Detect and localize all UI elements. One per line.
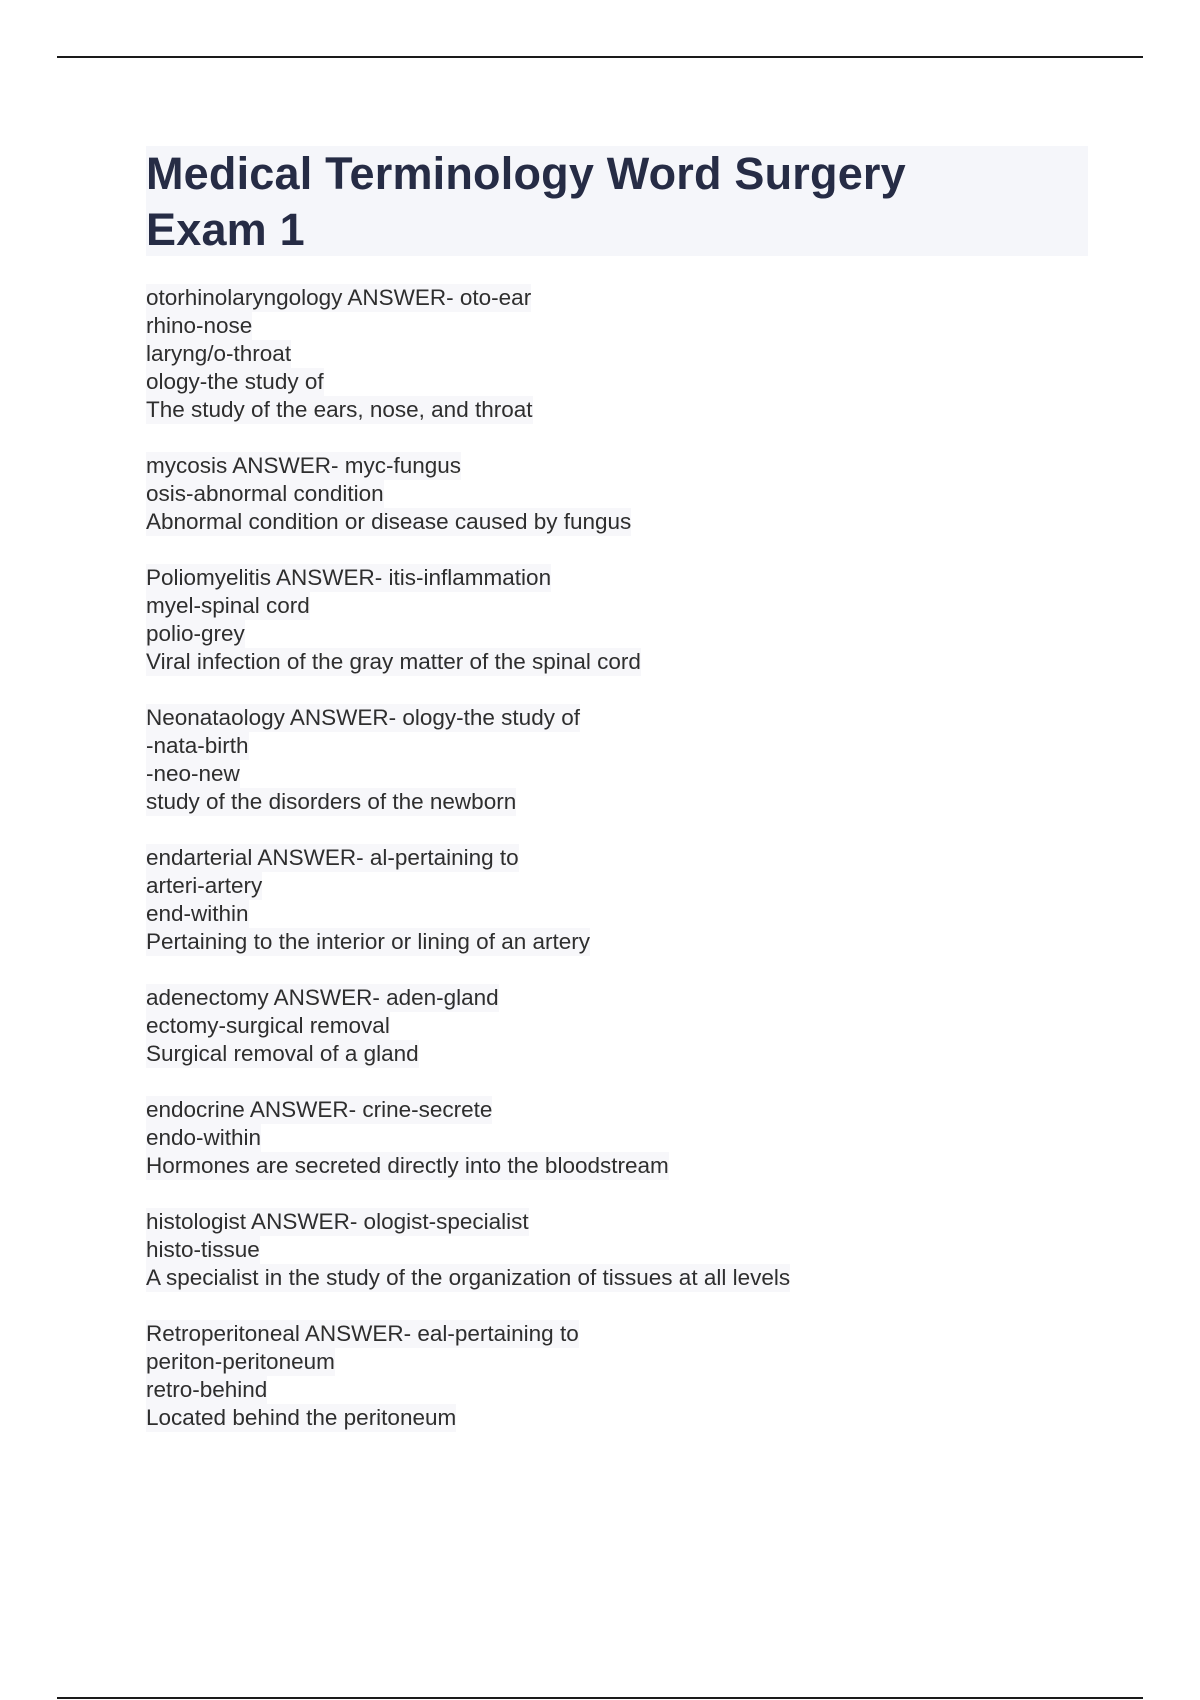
term-entry-endocrine [146, 1096, 1046, 1180]
term-answer-line: periton-peritoneum [146, 1349, 335, 1374]
term-definition-line: Hormones are secreted directly into the bloodstream [146, 1153, 669, 1178]
term-answer-line: histo-tissue [146, 1237, 260, 1262]
term-entry-neonataology [146, 704, 1046, 816]
term-entry-otorhinolaryngology [146, 284, 1046, 424]
term-question-line: endocrine ANSWER- crine-secrete [146, 1097, 493, 1122]
term-definition-line: Surgical removal of a gland [146, 1041, 419, 1066]
term-question-line: Retroperitoneal ANSWER- eal-pertaining to [146, 1321, 579, 1346]
title-line-2: Exam 1 [146, 204, 305, 255]
title-block [146, 146, 1088, 256]
term-definition-line: Located behind the peritoneum [146, 1405, 457, 1430]
term-answer-line: ology-the study of [146, 369, 324, 394]
term-definition-line: Abnormal condition or disease caused by fungus [146, 509, 632, 534]
term-answer-line: ectomy-surgical removal [146, 1013, 390, 1038]
title-line-1: Medical Terminology Word Surgery [146, 148, 906, 199]
footer-rule [57, 1697, 1143, 1699]
term-definition-line: study of the disorders of the newborn [146, 789, 517, 814]
term-definition-line: Viral infection of the gray matter of the spinal cord [146, 649, 641, 674]
term-answer-line: rhino-nose [146, 313, 253, 338]
term-question-line: endarterial ANSWER- al-pertaining to [146, 845, 519, 870]
term-answer-line: endo-within [146, 1125, 262, 1150]
header-rule [57, 56, 1143, 58]
term-answer-line: retro-behind [146, 1377, 268, 1402]
term-question-line: Neonataology ANSWER- ology-the study of [146, 705, 580, 730]
term-entry-poliomyelitis [146, 564, 1046, 676]
term-entry-endarterial [146, 844, 1046, 956]
term-question-line: adenectomy ANSWER- aden-gland [146, 985, 499, 1010]
term-question-line: otorhinolaryngology ANSWER- oto-ear [146, 285, 532, 310]
term-answer-line: osis-abnormal condition [146, 481, 384, 506]
term-definition-line: Pertaining to the interior or lining of an artery [146, 929, 590, 954]
term-definition-line: A specialist in the study of the organization of tissues at all levels [146, 1265, 791, 1290]
term-answer-line: laryng/o-throat [146, 341, 292, 366]
term-question-line: mycosis ANSWER- myc-fungus [146, 453, 462, 478]
term-question-line: histologist ANSWER- ologist-specialist [146, 1209, 529, 1234]
term-answer-line: -neo-new [146, 761, 240, 786]
term-answer-line: myel-spinal cord [146, 593, 310, 618]
term-definition-line: The study of the ears, nose, and throat [146, 397, 533, 422]
term-entry-retroperitoneal [146, 1320, 1046, 1432]
term-question-line: Poliomyelitis ANSWER- itis-inflammation [146, 565, 552, 590]
term-entry-mycosis [146, 452, 1046, 536]
term-entry-adenectomy [146, 984, 1046, 1068]
term-answer-line: arteri-artery [146, 873, 263, 898]
term-answer-line: end-within [146, 901, 249, 926]
term-answer-line: -nata-birth [146, 733, 249, 758]
page-title [146, 146, 1088, 258]
term-list [146, 284, 1046, 1460]
term-entry-histologist [146, 1208, 1046, 1292]
term-answer-line: polio-grey [146, 621, 245, 646]
